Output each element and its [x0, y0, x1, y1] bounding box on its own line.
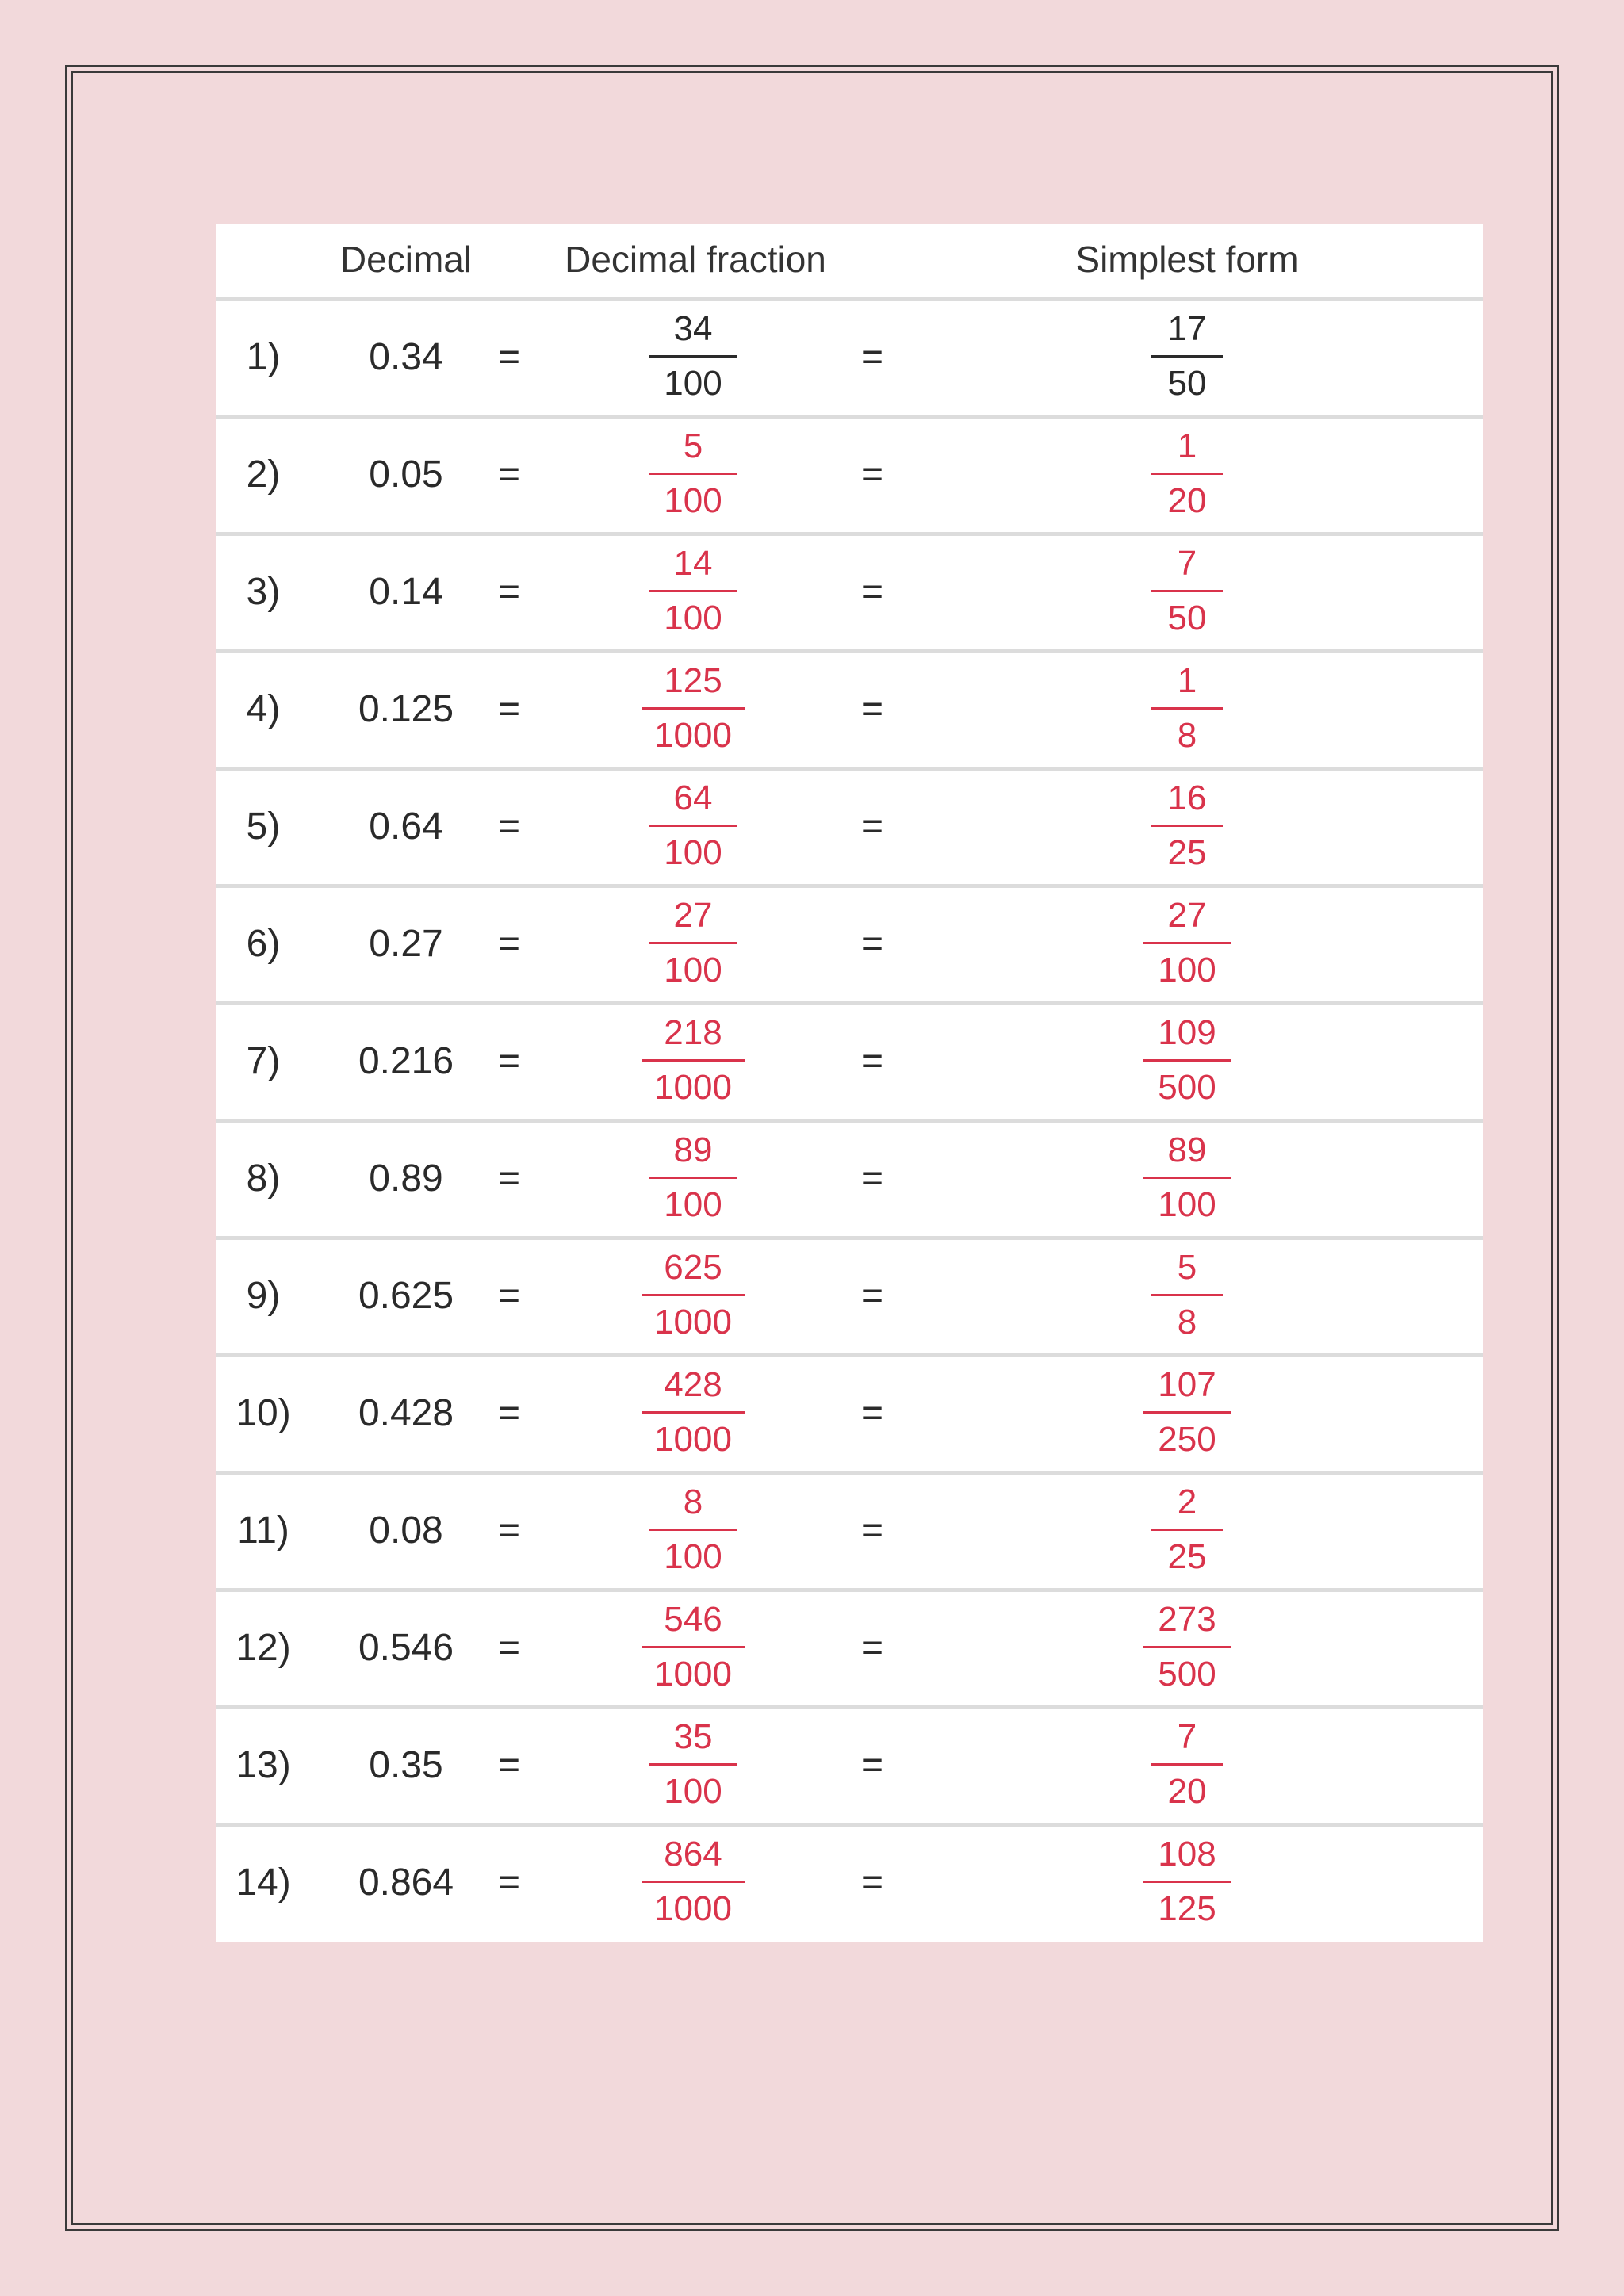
- equals-sign: =: [497, 806, 521, 848]
- row-number: 10): [236, 1392, 291, 1434]
- simplest-form-fraction: [1116, 1597, 1258, 1705]
- decimal-fraction-denominator: 100: [664, 481, 722, 520]
- row-number: 13): [236, 1744, 291, 1786]
- decimal-fraction: [622, 775, 764, 883]
- header-decimal: Decimal: [339, 239, 473, 280]
- simplest-form-fraction: [1116, 541, 1258, 649]
- decimal-fraction-denominator: 100: [664, 599, 722, 637]
- fraction-bar: [642, 1059, 745, 1062]
- simplest-form-fraction: [1116, 775, 1258, 883]
- decimal-value: 0.35: [369, 1744, 443, 1786]
- row-number: 7): [246, 1040, 281, 1082]
- decimal-fraction: [622, 541, 764, 649]
- fraction-bar: [1143, 1059, 1231, 1062]
- fraction-bar: [642, 1411, 745, 1414]
- simplest-form-fraction: [1116, 1362, 1258, 1470]
- equals-sign: =: [497, 1275, 521, 1317]
- table-row: [216, 653, 1483, 771]
- fraction-bar: [642, 707, 745, 710]
- equals-sign: =: [497, 1627, 521, 1669]
- simplest-form-numerator: 17: [1167, 309, 1207, 348]
- fraction-bar: [1151, 825, 1223, 827]
- decimal-value: 0.216: [358, 1040, 454, 1082]
- table-row: [216, 1592, 1483, 1709]
- decimal-fraction-denominator: 1000: [654, 1420, 732, 1459]
- decimal-fraction-numerator: 218: [664, 1013, 722, 1052]
- simplest-form-fraction: [1116, 1714, 1258, 1822]
- equals-sign: =: [497, 1862, 521, 1904]
- decimal-fraction: [622, 658, 764, 766]
- fraction-bar: [1143, 1177, 1231, 1179]
- decimal-fraction-numerator: 5: [683, 427, 703, 465]
- decimal-value: 0.864: [358, 1862, 454, 1904]
- simplest-form-denominator: 8: [1177, 716, 1197, 755]
- table-row: [216, 301, 1483, 419]
- simplest-form-denominator: 500: [1158, 1655, 1216, 1693]
- simplest-form-numerator: 107: [1158, 1365, 1216, 1404]
- equals-sign: =: [497, 688, 521, 730]
- equals-sign: =: [497, 453, 521, 496]
- simplest-form-numerator: 1: [1177, 427, 1197, 465]
- simplest-form-numerator: 89: [1167, 1131, 1207, 1169]
- table-row: [216, 771, 1483, 888]
- simplest-form-denominator: 20: [1167, 481, 1207, 520]
- decimal-fraction-numerator: 8: [683, 1483, 703, 1521]
- fraction-bar: [649, 355, 737, 358]
- equals-sign: =: [860, 1510, 884, 1552]
- simplest-form-numerator: 1: [1177, 661, 1197, 700]
- simplest-form-denominator: 25: [1167, 833, 1207, 872]
- row-number: 5): [246, 806, 281, 848]
- fraction-bar: [642, 1881, 745, 1883]
- fraction-bar: [1151, 1763, 1223, 1766]
- simplest-form-fraction: [1116, 1831, 1258, 1939]
- fraction-bar: [649, 825, 737, 827]
- decimal-fraction-denominator: 1000: [654, 716, 732, 755]
- decimal-value: 0.625: [358, 1275, 454, 1317]
- simplest-form-numerator: 7: [1177, 1717, 1197, 1756]
- decimal-fraction: [622, 893, 764, 1001]
- decimal-value: 0.89: [369, 1158, 443, 1200]
- row-number: 11): [237, 1510, 289, 1552]
- simplest-form-denominator: 50: [1167, 364, 1207, 403]
- equals-sign: =: [497, 1510, 521, 1552]
- equals-sign: =: [497, 1392, 521, 1434]
- simplest-form-denominator: 125: [1158, 1889, 1216, 1928]
- header-decimal-fraction: Decimal fraction: [565, 239, 826, 280]
- simplest-form-numerator: 5: [1177, 1248, 1197, 1287]
- decimal-fraction: [622, 1597, 764, 1705]
- equals-sign: =: [860, 1392, 884, 1434]
- decimal-fraction-denominator: 1000: [654, 1655, 732, 1693]
- decimal-fraction: [622, 306, 764, 414]
- simplest-form-denominator: 50: [1167, 599, 1207, 637]
- decimal-value: 0.27: [369, 923, 443, 965]
- decimal-fraction: [622, 1479, 764, 1587]
- decimal-fraction: [622, 1245, 764, 1353]
- simplest-form-numerator: 109: [1158, 1013, 1216, 1052]
- decimal-fraction: [622, 1714, 764, 1822]
- row-number: 1): [246, 336, 281, 378]
- equals-sign: =: [497, 923, 521, 965]
- fraction-bar: [642, 1646, 745, 1648]
- equals-sign: =: [860, 806, 884, 848]
- fraction-bar: [1143, 1881, 1231, 1883]
- simplest-form-denominator: 8: [1177, 1303, 1197, 1341]
- simplest-form-numerator: 7: [1177, 544, 1197, 583]
- table-row: [216, 888, 1483, 1005]
- equals-sign: =: [860, 1040, 884, 1082]
- fraction-bar: [649, 473, 737, 475]
- row-number: 3): [246, 571, 281, 613]
- row-number: 12): [236, 1627, 291, 1669]
- row-number: 4): [246, 688, 281, 730]
- decimal-fraction-numerator: 27: [673, 896, 713, 935]
- decimal-fraction-numerator: 14: [673, 544, 713, 583]
- decimal-fraction-denominator: 100: [664, 833, 722, 872]
- decimal-value: 0.08: [369, 1510, 443, 1552]
- header-simplest-form: Simplest form: [1075, 239, 1299, 280]
- equals-sign: =: [860, 923, 884, 965]
- simplest-form-denominator: 500: [1158, 1068, 1216, 1107]
- fraction-bar: [1151, 590, 1223, 592]
- decimal-fraction-denominator: 1000: [654, 1889, 732, 1928]
- decimal-value: 0.05: [369, 453, 443, 496]
- simplest-form-numerator: 27: [1167, 896, 1207, 935]
- decimal-value: 0.14: [369, 571, 443, 613]
- fraction-bar: [1151, 1529, 1223, 1531]
- equals-sign: =: [497, 336, 521, 378]
- decimal-fraction-numerator: 89: [673, 1131, 713, 1169]
- simplest-form-fraction: [1116, 1245, 1258, 1353]
- simplest-form-numerator: 16: [1167, 779, 1207, 817]
- decimal-fraction-numerator: 546: [664, 1600, 722, 1639]
- fraction-bar: [1143, 1646, 1231, 1648]
- fraction-bar: [649, 590, 737, 592]
- decimal-fraction-numerator: 64: [673, 779, 713, 817]
- equals-sign: =: [497, 571, 521, 613]
- row-number: 9): [246, 1275, 281, 1317]
- table-row: [216, 1123, 1483, 1240]
- fraction-bar: [1151, 355, 1223, 358]
- simplest-form-denominator: 250: [1158, 1420, 1216, 1459]
- equals-sign: =: [860, 1275, 884, 1317]
- equals-sign: =: [860, 1627, 884, 1669]
- simplest-form-denominator: 100: [1158, 1185, 1216, 1224]
- simplest-form-numerator: 108: [1158, 1835, 1216, 1873]
- row-number: 6): [246, 923, 281, 965]
- simplest-form-fraction: [1116, 893, 1258, 1001]
- table-row: [216, 419, 1483, 536]
- decimal-fraction-numerator: 428: [664, 1365, 722, 1404]
- fraction-bar: [649, 1763, 737, 1766]
- fraction-bar: [1151, 707, 1223, 710]
- decimal-fraction: [622, 1362, 764, 1470]
- decimal-value: 0.546: [358, 1627, 454, 1669]
- table-row: [216, 1709, 1483, 1827]
- simplest-form-numerator: 273: [1158, 1600, 1216, 1639]
- simplest-form-fraction: [1116, 423, 1258, 531]
- decimal-fraction-numerator: 35: [673, 1717, 713, 1756]
- decimal-fraction-denominator: 1000: [654, 1068, 732, 1107]
- decimal-fraction-denominator: 1000: [654, 1303, 732, 1341]
- decimal-fraction-denominator: 100: [664, 1772, 722, 1811]
- decimal-fraction-numerator: 864: [664, 1835, 722, 1873]
- equals-sign: =: [860, 1862, 884, 1904]
- simplest-form-fraction: [1116, 306, 1258, 414]
- table-row: [216, 1475, 1483, 1592]
- simplest-form-numerator: 2: [1177, 1483, 1197, 1521]
- worksheet-table: [216, 224, 1483, 1942]
- decimal-fraction-denominator: 100: [664, 1537, 722, 1576]
- row-number: 14): [236, 1862, 291, 1904]
- decimal-value: 0.428: [358, 1392, 454, 1434]
- fraction-bar: [642, 1294, 745, 1296]
- decimal-fraction-numerator: 34: [673, 309, 713, 348]
- equals-sign: =: [860, 1158, 884, 1200]
- simplest-form-fraction: [1116, 1479, 1258, 1587]
- row-number: 8): [246, 1158, 281, 1200]
- decimal-value: 0.34: [369, 336, 443, 378]
- fraction-bar: [1151, 1294, 1223, 1296]
- simplest-form-fraction: [1116, 1127, 1258, 1235]
- decimal-value: 0.64: [369, 806, 443, 848]
- equals-sign: =: [860, 688, 884, 730]
- table-row: [216, 1357, 1483, 1475]
- table-row: [216, 536, 1483, 653]
- simplest-form-fraction: [1116, 1010, 1258, 1118]
- fraction-bar: [649, 1529, 737, 1531]
- table-row: [216, 1827, 1483, 1944]
- equals-sign: =: [860, 1744, 884, 1786]
- table-row: [216, 1240, 1483, 1357]
- equals-sign: =: [497, 1158, 521, 1200]
- decimal-fraction-denominator: 100: [664, 951, 722, 989]
- decimal-fraction-denominator: 100: [664, 364, 722, 403]
- row-number: 2): [246, 453, 281, 496]
- decimal-fraction: [622, 1127, 764, 1235]
- fraction-bar: [1143, 942, 1231, 944]
- decimal-value: 0.125: [358, 688, 454, 730]
- decimal-fraction-denominator: 100: [664, 1185, 722, 1224]
- equals-sign: =: [497, 1744, 521, 1786]
- fraction-bar: [649, 942, 737, 944]
- equals-sign: =: [860, 453, 884, 496]
- decimal-fraction: [622, 423, 764, 531]
- simplest-form-denominator: 20: [1167, 1772, 1207, 1811]
- fraction-bar: [1143, 1411, 1231, 1414]
- simplest-form-denominator: 25: [1167, 1537, 1207, 1576]
- simplest-form-denominator: 100: [1158, 951, 1216, 989]
- equals-sign: =: [497, 1040, 521, 1082]
- decimal-fraction-numerator: 625: [664, 1248, 722, 1287]
- simplest-form-fraction: [1116, 658, 1258, 766]
- fraction-bar: [649, 1177, 737, 1179]
- decimal-fraction: [622, 1010, 764, 1118]
- table-header: [216, 224, 1483, 301]
- decimal-fraction: [622, 1831, 764, 1939]
- table-row: [216, 1005, 1483, 1123]
- decimal-fraction-numerator: 125: [664, 661, 722, 700]
- equals-sign: =: [860, 336, 884, 378]
- fraction-bar: [1151, 473, 1223, 475]
- equals-sign: =: [860, 571, 884, 613]
